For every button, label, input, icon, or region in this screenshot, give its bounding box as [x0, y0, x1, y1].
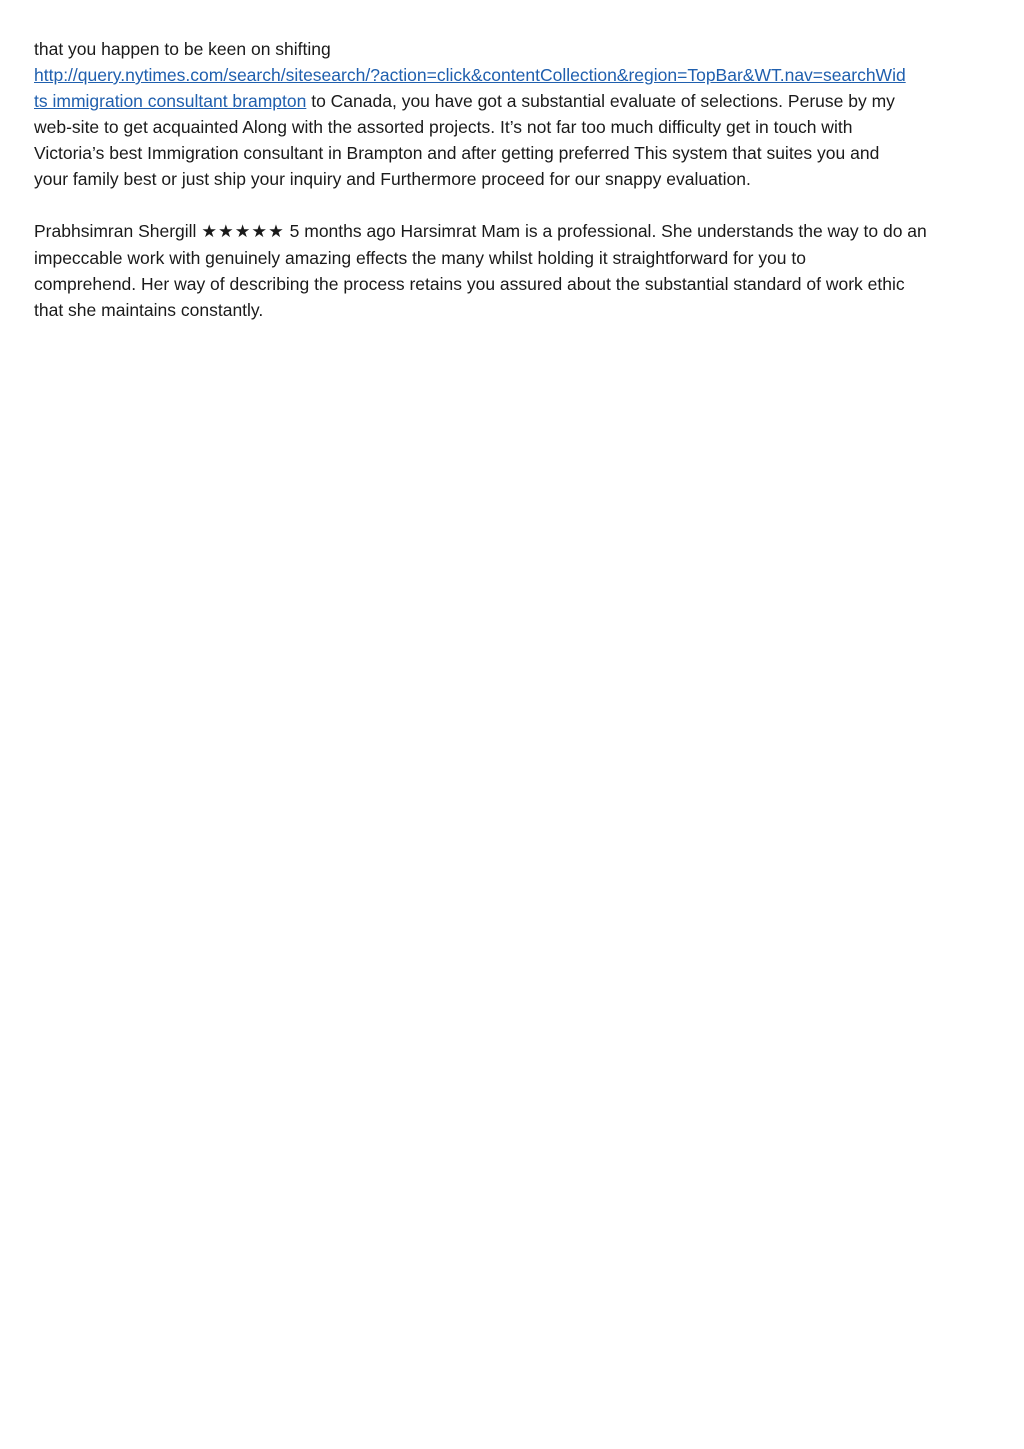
paragraph-review — [34, 218, 994, 323]
text-line: that she maintains constantly. — [34, 300, 264, 320]
document-page — [34, 36, 994, 323]
search-link[interactable]: http://query.nytimes.com/search/sitesearch/?action=click&contentCollection&region=TopBar&WT.nav=searchWid — [34, 65, 906, 85]
text-line — [34, 62, 994, 88]
text-line: comprehend. Her way of describing the process retains you assured about the substantial standard of work ethic — [34, 274, 905, 294]
text-segment: to Canada, you have got a substantial evaluate of selections. Peruse by my — [306, 91, 895, 111]
text-line: that you happen to be keen on shifting — [34, 39, 331, 59]
search-link-continued[interactable]: ts immigration consultant brampton — [34, 91, 307, 111]
text-line: your family best or just ship your inquiry and Furthermore proceed for our snappy evaluation. — [34, 169, 751, 189]
text-line — [34, 218, 994, 245]
text-line: Victoria’s best Immigration consultant in Brampton and after getting preferred This system that suites you and — [34, 143, 880, 163]
reviewer-name: Prabhsimran Shergill — [34, 221, 197, 241]
text-line: impeccable work with genuinely amazing effects the many whilst holding it straightforward for you to — [34, 248, 806, 268]
rating-stars-icon: ★★★★★ — [201, 222, 285, 242]
text-segment: 5 months ago Harsimrat Mam is a professional. She understands the way to do an — [289, 221, 927, 241]
text-line — [34, 88, 994, 114]
paragraph-intro — [34, 36, 994, 192]
text-line: web-site to get acquainted Along with the assorted projects. It’s not far too much difficulty get in touch with — [34, 117, 853, 137]
